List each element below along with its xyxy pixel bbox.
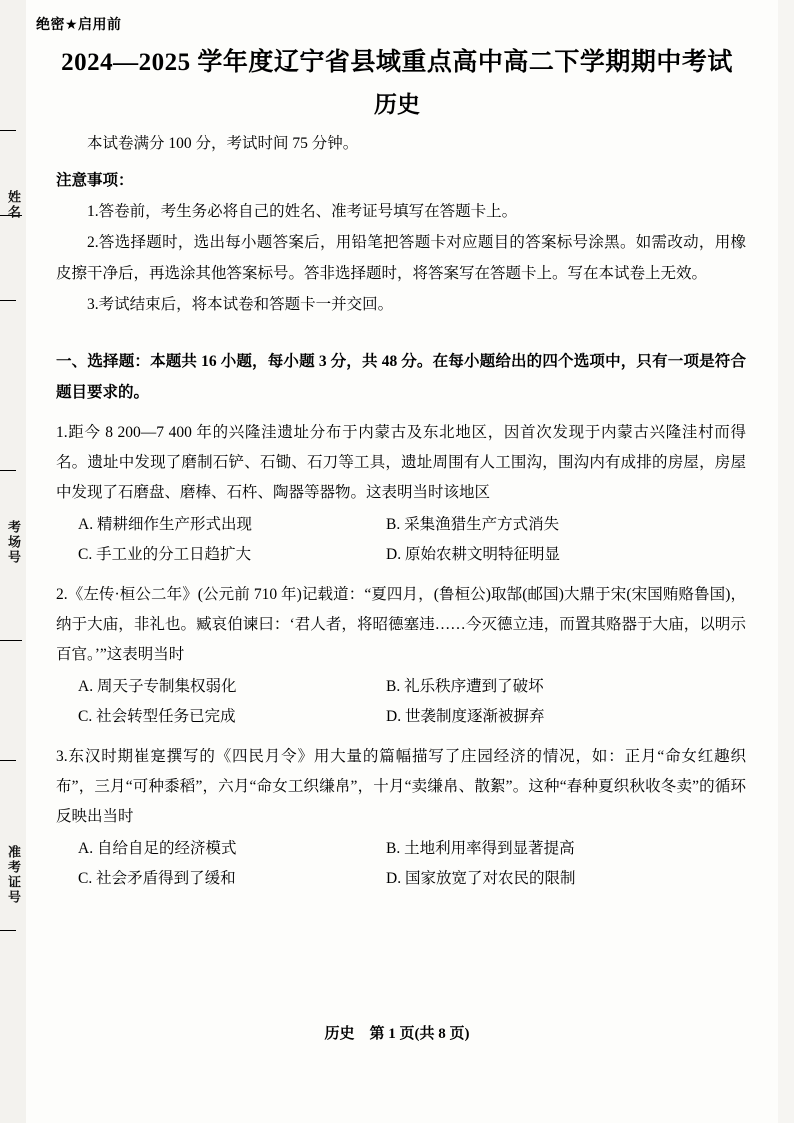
secret-mark: 绝密★启用前: [36, 16, 122, 32]
option-3-d[interactable]: D. 国家放宽了对农民的限制: [386, 870, 576, 887]
option-3-c[interactable]: C. 社会矛盾得到了缓和: [78, 870, 236, 887]
margin-tick: [0, 130, 16, 131]
option-row: [56, 834, 746, 864]
margin-tick: [0, 930, 16, 931]
question-2-stem: [56, 580, 746, 670]
option-1-a[interactable]: A. 精耕细作生产形式出现: [78, 516, 252, 533]
option-1-d[interactable]: D. 原始农耕文明特征明显: [386, 546, 560, 563]
question-2-options: [56, 672, 746, 732]
option-row: [56, 540, 746, 570]
question-1-stem: [56, 418, 746, 508]
scan-right-margin: [778, 0, 794, 1123]
side-mark-room: 考场号: [6, 520, 21, 565]
margin-tick: [0, 300, 16, 301]
option-2-b[interactable]: B. 礼乐秩序遭到了破坏: [386, 678, 544, 695]
option-2-c[interactable]: C. 社会转型任务已完成: [78, 708, 236, 725]
paper-body: [56, 128, 746, 894]
margin-tick: [0, 470, 16, 471]
question-1: [56, 418, 746, 570]
question-2-text: 《左传·桓公二年》(公元前 710 年)记载道：“夏四月，(鲁桓公)取郜(邮国)大鼎于宋(宋国贿赂鲁国)，纳于大庙，非礼也。臧哀伯谏曰：‘君人者，将昭德塞违……今灭德立违，而置其赂器于大庙，以明示百官。’”这表明当时: [56, 586, 746, 663]
notice-item-1: 1.答卷前，考生务必将自己的姓名、准考证号填写在答题卡上。: [87, 203, 518, 220]
question-3: [56, 742, 746, 894]
question-1-options: [56, 510, 746, 570]
intro-line: 本试卷满分 100 分，考试时间 75 分钟。: [87, 135, 359, 152]
section-one-heading: 一、选择题：本题共 16 小题，每小题 3 分，共 48 分。在每小题给出的四个选项中，只有一项是符合题目要求的。: [56, 353, 746, 401]
question-3-options: [56, 834, 746, 894]
option-2-a[interactable]: A. 周天子专制集权弱化: [78, 678, 237, 695]
page-title: 2024—2025 学年度辽宁省县域重点高中高二下学期期中考试: [61, 49, 733, 76]
margin-tick: [0, 760, 16, 761]
option-3-a[interactable]: A. 自给自足的经济模式: [78, 840, 237, 857]
option-row: [56, 672, 746, 702]
option-row: [56, 864, 746, 894]
option-row: [56, 510, 746, 540]
side-mark-admission: 准考证号: [6, 845, 21, 905]
notice-heading: 注意事项：: [56, 172, 134, 189]
question-2-number: 2.: [56, 586, 68, 603]
option-row: [56, 702, 746, 732]
subject-title: 历史: [374, 92, 420, 117]
option-1-c[interactable]: C. 手工业的分工日趋扩大: [78, 546, 252, 563]
option-3-b[interactable]: B. 土地利用率得到显著提高: [386, 840, 575, 857]
notice-item-2: 2.答选择题时，选出每小题答案后，用铅笔把答题卡对应题目的答案标号涂黑。如需改动，用橡皮擦干净后，再选涂其他答案标号。答非选择题时，将答案写在答题卡上。写在本试卷上无效。: [56, 234, 746, 282]
option-1-b[interactable]: B. 采集渔猎生产方式消失: [386, 516, 560, 533]
question-1-number: 1.: [56, 424, 68, 441]
question-2: [56, 580, 746, 732]
question-3-number: 3.: [56, 748, 68, 765]
question-3-text: 东汉时期崔寔撰写的《四民月令》用大量的篇幅描写了庄园经济的情况，如：正月“命女红趣织布”，三月“可种黍稻”，六月“命女工织缣帛”，十月“卖缣帛、散絮”。这种“春种夏织秋收冬卖”的循环反映出当时: [56, 748, 746, 825]
question-1-text: 距今 8 200—7 400 年的兴隆洼遗址分布于内蒙古及东北地区，因首次发现于内蒙古兴隆洼村而得名。遗址中发现了磨制石铲、石锄、石刀等工具，遗址周围有人工围沟，围沟内有成排的房屋，房屋中发现了石磨盘、磨棒、石杵、陶器等器物。这表明当时该地区: [56, 424, 746, 501]
question-3-stem: [56, 742, 746, 832]
side-mark-name: 姓名: [6, 190, 21, 220]
notice-item-3: 3.考试结束后，将本试卷和答题卡一并交回。: [87, 296, 394, 313]
option-2-d[interactable]: D. 世袭制度逐渐被摒弃: [386, 708, 545, 725]
page-content: [28, 0, 766, 1123]
page-footer: 历史 第 1 页(共 8 页): [324, 1026, 470, 1042]
margin-tick: [0, 640, 22, 641]
